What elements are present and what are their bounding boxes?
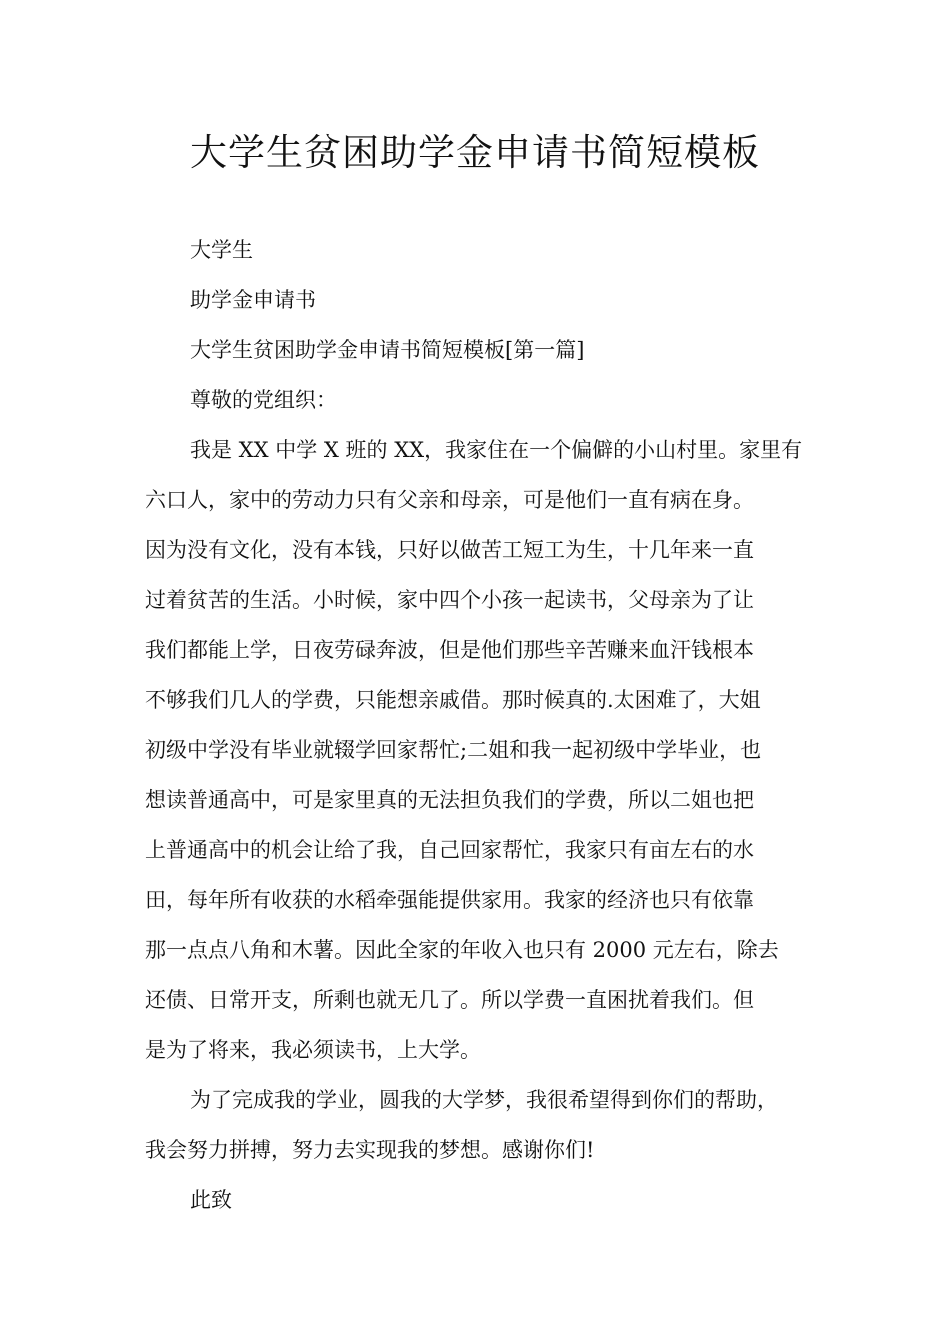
paragraph-line: 想读普通高中，可是家里真的无法担负我们的学费，所以二姐也把: [145, 788, 754, 812]
paragraph-line: 我是 XX 中学 X 班的 XX，我家住在一个偏僻的小山村里。家里有: [190, 438, 803, 462]
paragraph-line: 为了完成我的学业，圆我的大学梦，我很希望得到你们的帮助，: [190, 1088, 778, 1112]
paragraph-line: 不够我们几人的学费，只能想亲戚借。那时候真的.太困难了，大姐: [145, 688, 761, 712]
paragraph-line: 六口人，家中的劳动力只有父亲和母亲，可是他们一直有病在身。: [145, 488, 754, 512]
paragraph-line: 是为了将来，我必须读书，上大学。: [145, 1038, 481, 1062]
salutation: 尊敬的党组织：: [190, 388, 337, 412]
header-line: 大学生贫困助学金申请书简短模板[第一篇]: [190, 338, 585, 362]
paragraph-line: 我会努力拼搏，努力去实现我的梦想。感谢你们!: [145, 1138, 595, 1162]
paragraph-line: 那一点点八角和木薯。因此全家的年收入也只有 2000 元左右，除去: [145, 938, 779, 962]
paragraph-line: 因为没有文化，没有本钱，只好以做苦工短工为生，十几年来一直: [145, 538, 754, 562]
paragraph-line: 我们都能上学，日夜劳碌奔波，但是他们那些辛苦赚来血汗钱根本: [145, 638, 754, 662]
paragraph-line: 田，每年所有收获的水稻牵强能提供家用。我家的经济也只有依靠: [145, 888, 754, 912]
header-line: 大学生: [190, 238, 253, 262]
paragraph-line: 还债、日常开支，所剩也就无几了。所以学费一直困扰着我们。但: [145, 988, 754, 1012]
header-line: 助学金申请书: [190, 288, 316, 312]
closing-line: 此致: [190, 1188, 232, 1212]
document-title: 大学生贫困助学金申请书简短模板: [190, 131, 760, 174]
paragraph-line: 初级中学没有毕业就辍学回家帮忙;二姐和我一起初级中学毕业，也: [145, 738, 762, 762]
paragraph-line: 上普通高中的机会让给了我，自己回家帮忙，我家只有亩左右的水: [145, 838, 754, 862]
paragraph-line: 过着贫苦的生活。小时候，家中四个小孩一起读书，父母亲为了让: [145, 588, 754, 612]
